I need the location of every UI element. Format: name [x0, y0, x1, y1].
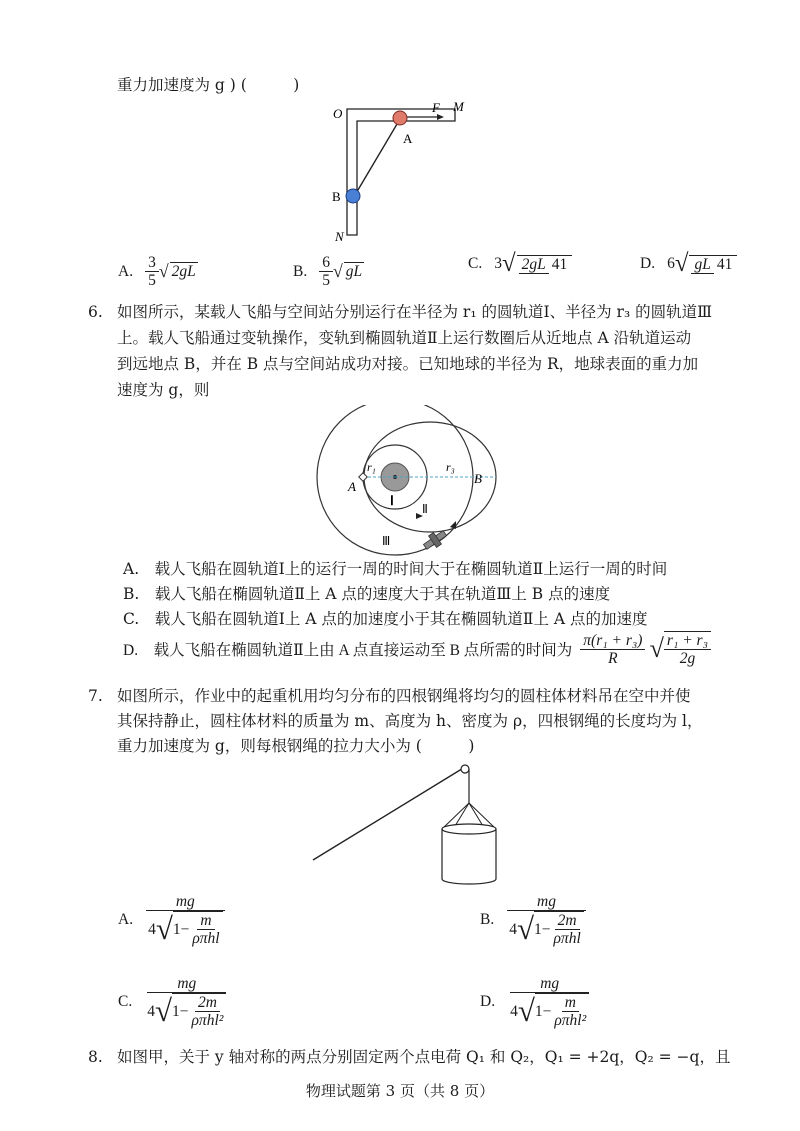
fig5-label-a: A: [403, 131, 413, 146]
q6-number: 6.: [88, 303, 103, 321]
fig5-label-o: O: [333, 106, 343, 121]
q7-option-c[interactable]: C. mg 4 √ 1− $\frac{2m}{\text{ρπhl²}}$: [118, 975, 229, 1029]
q6-option-a[interactable]: A. 载人飞船在圆轨道Ⅰ上的运行一周的时间大于在椭圆轨道Ⅱ上运行一周的时间: [123, 560, 668, 578]
fig6-label-a: A: [348, 479, 356, 494]
q5-option-c[interactable]: C. 3 √ 2gL 41: [468, 250, 572, 278]
fig6-label-r3: r₃: [446, 460, 455, 474]
q5-figure: [325, 95, 475, 250]
q6-option-c[interactable]: C. 载人飞船在圆轨道Ⅰ上 A 点的加速度小于其在椭圆轨道Ⅱ上 A 点的加速度: [123, 610, 648, 628]
q5-option-a[interactable]: A. $\frac{3}{5}$ √ 2gL: [118, 254, 196, 290]
fig6-label-iii: Ⅲ: [382, 534, 391, 548]
q5-tail: 重力加速度为 g ) ( ): [117, 76, 300, 94]
q7-line-3: 重力加速度为 g，则每根钢绳的拉力大小为 ( ): [117, 737, 475, 755]
q6-line-1: 如图所示，某载人飞船与空间站分别运行在半径为 r₁ 的圆轨道Ⅰ、半径为 r₃ 的圆轨道Ⅲ: [117, 303, 713, 321]
fig6-label-r1: r₁: [367, 460, 376, 474]
q6-option-d[interactable]: D. 载人飞船在椭圆轨道Ⅱ上由 A 点直接运动至 B 点所需的时间为 $\frac{\text{π(r₁ + r₃)}}{R}$ √ $\frac{\text{r₁ + r₃}}{2g}$: [123, 631, 711, 667]
q6-line-3: 到远地点 B，并在 B 点与空间站成功对接。已知地球的半径为 R，地球表面的重力加: [117, 355, 699, 373]
q7-crane-figure: [310, 755, 510, 890]
q6-option-b[interactable]: B. 载人飞船在椭圆轨道Ⅱ上 A 点的速度大于其在轨道Ⅲ上 B 点的速度: [123, 585, 611, 603]
fig6-label-i: Ⅰ: [390, 493, 394, 508]
q6-orbit-figure: [310, 405, 510, 565]
q8-number: 8.: [88, 1048, 103, 1066]
fig5-label-b: B: [332, 189, 341, 204]
fig5-label-m: M: [453, 99, 464, 114]
q7-line-1: 如图所示，作业中的起重机用均匀分布的四根钢绳将均匀的圆柱体材料吊在空中并使: [117, 687, 691, 705]
fig5-label-f: F: [432, 100, 440, 115]
q6-line-4: 速度为 g，则: [117, 381, 210, 399]
fig6-label-ii: Ⅱ: [422, 502, 428, 516]
q8-line-1: 如图甲，关于 y 轴对称的两点分别固定两个点电荷 Q₁ 和 Q₂，Q₁ = +2q，Q₂ = −q，且: [117, 1048, 731, 1066]
fig5-label-n: N: [335, 229, 344, 244]
q5-option-d[interactable]: D. 6 √ gL 41: [640, 250, 737, 278]
q7-option-b[interactable]: B. mg 4 √ 1− $\frac{2m}{\text{ρπhl}}$: [480, 893, 587, 947]
q7-option-a[interactable]: A. mg 4 √ 1− $\frac{m}{\text{ρπhl}}$: [118, 893, 226, 947]
q7-option-d[interactable]: D. mg 4 √ 1− $\frac{m}{\text{ρπhl²}}$: [480, 975, 592, 1029]
q7-line-2: 其保持静止，圆柱体材料的质量为 m、高度为 h、密度为 ρ，四根钢绳的长度均为 l，: [117, 712, 703, 730]
q5-option-b[interactable]: B. $\frac{6}{5}$ √ gL: [293, 254, 363, 290]
q6-line-2: 上。载人飞船通过变轨操作，变轨到椭圆轨道Ⅱ上运行数圈后从近地点 A 沿轨道运动: [117, 329, 692, 347]
q7-number: 7.: [88, 687, 103, 705]
fig6-label-b: B: [474, 471, 482, 486]
page-footer: 物理试题第 3 页（共 8 页）: [305, 1082, 495, 1100]
